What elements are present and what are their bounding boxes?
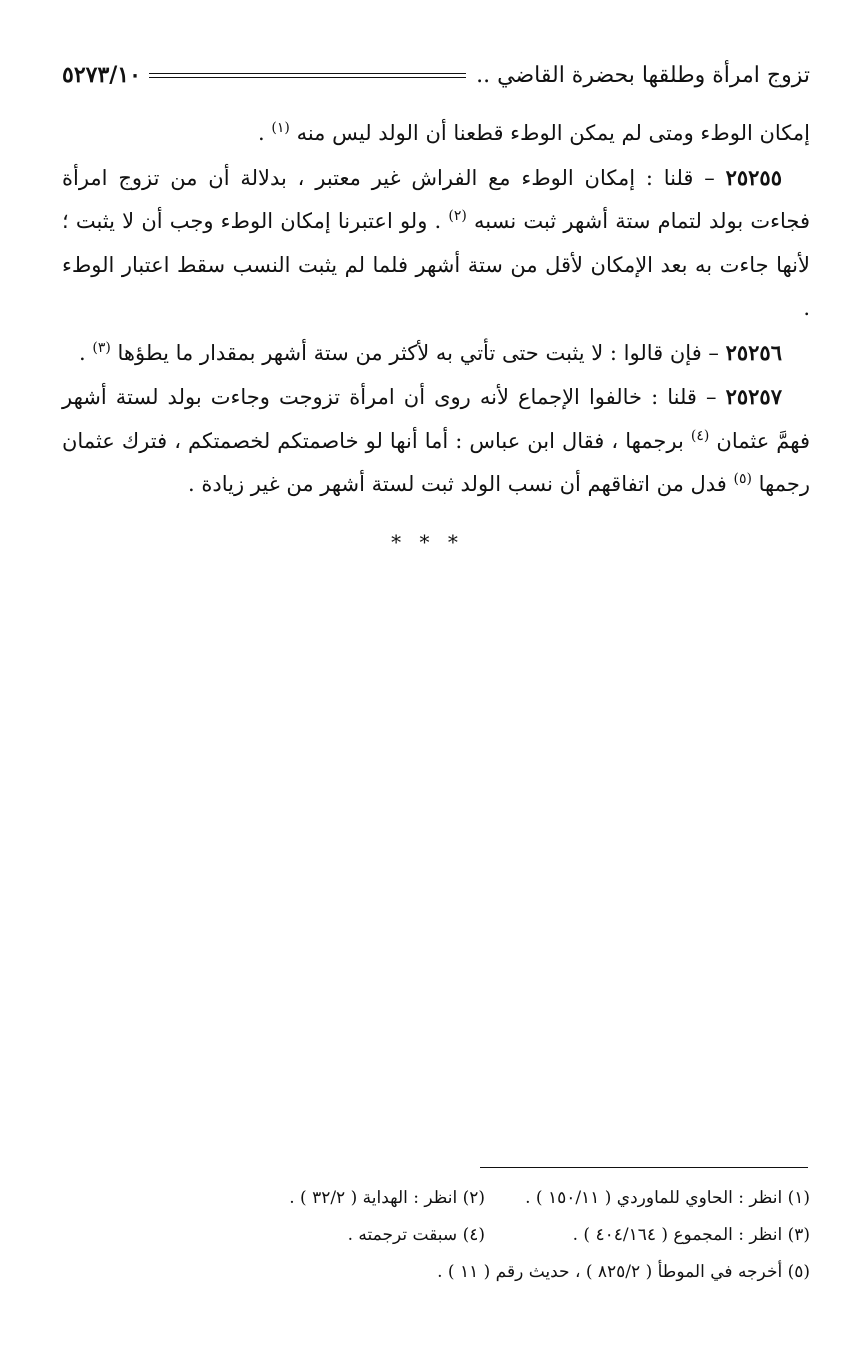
footnote-5: (٥) أخرجه في الموطأ ( ٨٢٥/٢ ) ، حديث رقم ( ١١ ) .: [437, 1262, 810, 1282]
footnote-2: (٢) انظر : الهداية ( ٣٢/٢ ) .: [289, 1188, 485, 1208]
paragraph-25255: [62, 156, 810, 331]
paragraph-25256: [62, 331, 810, 376]
paragraph-continuation: [62, 112, 810, 156]
section-separator: * * *: [391, 530, 464, 554]
paragraph-number: ٢٥٢٥٥: [725, 164, 782, 190]
paragraph-tail: .: [79, 340, 93, 365]
footnote-ref: (٢): [448, 208, 467, 224]
body-text: [62, 112, 810, 507]
footnote-3: (٣) انظر : المجموع ( ٤٠٤/١٦٤ ) .: [572, 1225, 810, 1245]
paragraph-number: ٢٥٢٥٦: [725, 339, 782, 365]
paragraph-text: . ولو اعتبرنا إمكان الوطء وجب أن لا يثبت ؛ لأنها جاءت به بعد الإمكان لأقل من ستة أشهر فلما لم يثبت النسب سقط اعتبار الوطء .: [62, 209, 810, 320]
paragraph-text: – قلنا : خالفوا الإجماع لأنه روى أن امرأة تزوجت وجاءت بولد لستة أشهر فهمَّ عثمان: [62, 385, 810, 453]
header-title: تزوج امرأة وطلقها بحضرة القاضي ..: [476, 62, 810, 88]
paragraph-text: – فإن قالوا : لا يثبت حتى تأتي به لأكثر من ستة أشهر بمقدار ما يطؤها: [117, 340, 726, 365]
paragraph-25257: [62, 375, 810, 507]
footnote-row: [62, 1254, 810, 1291]
footnote-ref: (٤): [690, 427, 710, 444]
footnote-ref: (١): [271, 120, 290, 136]
footnote-row: [62, 1217, 810, 1254]
footnote-4: (٤) سبقت ترجمته .: [347, 1225, 485, 1245]
paragraph-text: – قلنا : إمكان الوطء مع الفراش غير معتبر ، بدلالة أن من تزوج امرأة فجاءت بولد لتمام ستة أشهر ثبت نسبه: [62, 165, 810, 233]
running-header: [62, 58, 810, 92]
paragraph-text: إمكان الوطء ومتى لم يمكن الوطء قطعنا أن الولد ليس منه: [296, 121, 810, 145]
footnote-row: [62, 1180, 810, 1217]
footnote-ref: (٥): [733, 471, 752, 487]
paragraph-text: برجمها ، فقال ابن عباس : أما أنها لو خاصمتكم لخصمتكم ، فترك عثمان رجمها: [62, 428, 810, 496]
paragraph-tail: .: [258, 121, 272, 145]
footnote-ref: (٣): [92, 339, 111, 356]
footnotes: [62, 1180, 810, 1291]
footnote-1: (١) انظر : الحاوي للماوردي ( ١٥٠/١١ ) .: [525, 1188, 810, 1208]
page-number: ٥٢٧٣/١٠: [62, 62, 141, 88]
paragraph-text: فدل من اتفاقهم أن نسب الولد ثبت لستة أشهر من غير زيادة .: [188, 472, 734, 496]
footnote-rule: [480, 1167, 808, 1168]
paragraph-number: ٢٥٢٥٧: [725, 384, 782, 409]
header-rule: [149, 73, 466, 78]
